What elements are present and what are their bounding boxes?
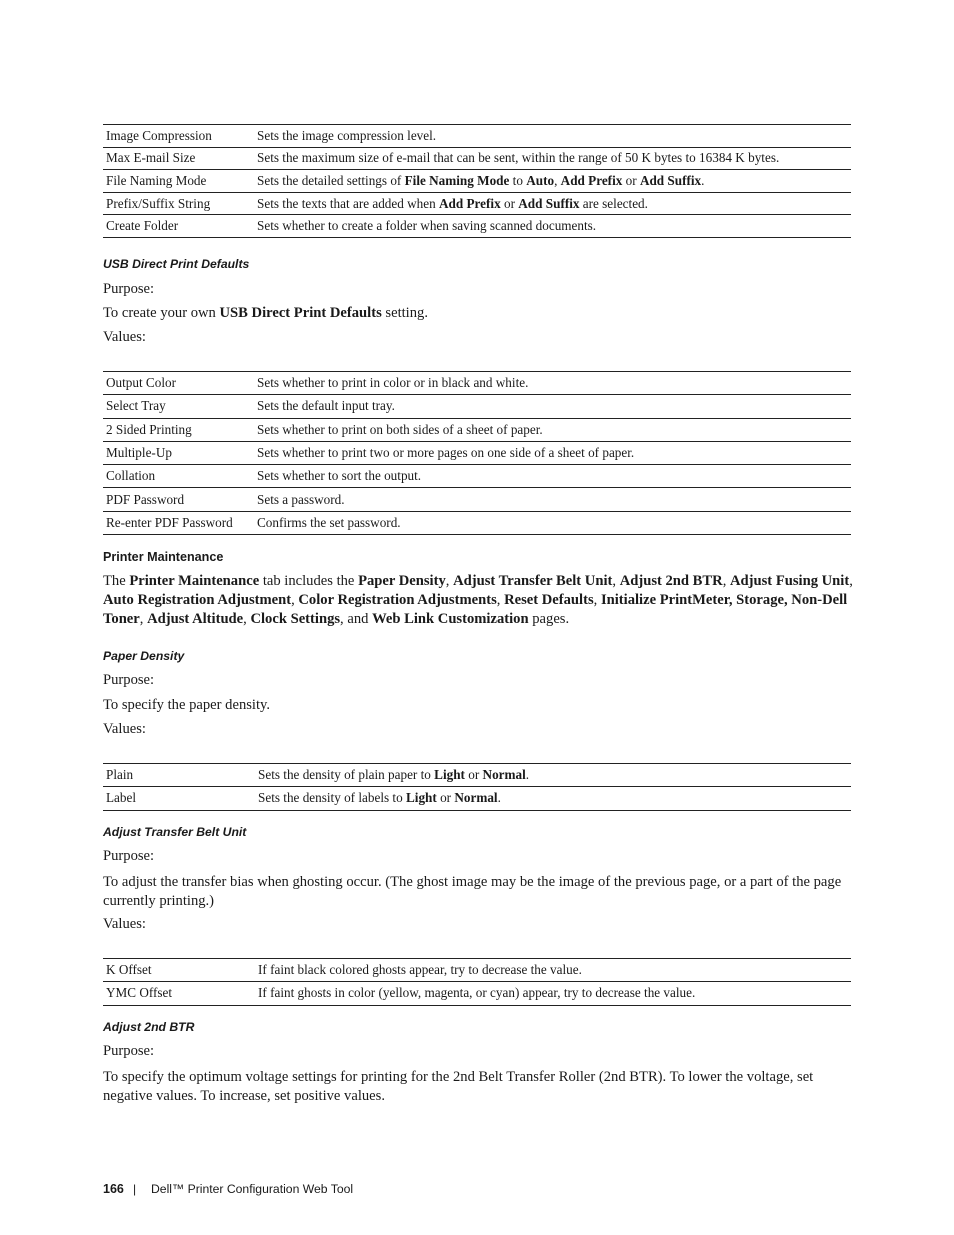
purpose-label: Purpose:	[103, 281, 155, 297]
usb-heading: USB Direct Print Defaults	[103, 257, 250, 271]
purpose-text: To adjust the transfer bias when ghosting occur. (The ghost image may be the image of the previous page, or a part of the page currently printing.)	[103, 874, 842, 909]
density-heading: Paper Density	[103, 649, 185, 663]
table-row: Label Sets the density of labels to Light or Normal.	[103, 787, 851, 810]
table-row: Max E-mail Size Sets the maximum size of e-mail that can be sent, within the range of 50 K bytes to 16384 K bytes.	[103, 148, 851, 171]
table-row: Create Folder Sets whether to create a folder when saving scanned documents.	[103, 215, 851, 238]
values-label: Values:	[103, 329, 146, 345]
footer-title: Dell™ Printer Configuration Web Tool	[151, 1182, 354, 1196]
table-row: Multiple-Up Sets whether to print two or more pages on one side of a sheet of paper.	[103, 442, 851, 465]
table-row: Re-enter PDF Password Confirms the set password.	[103, 512, 851, 535]
table-row: Select Tray Sets the default input tray.	[103, 395, 851, 418]
purpose-text: To create your own USB Direct Print Defaults setting.	[103, 305, 428, 321]
maintenance-heading: Printer Maintenance	[103, 550, 224, 564]
email-settings-table	[103, 124, 851, 238]
table-row: 2 Sided Printing Sets whether to print on both sides of a sheet of paper.	[103, 419, 851, 442]
table-row: Plain Sets the density of plain paper to Light or Normal.	[103, 764, 851, 787]
table-row: Image Compression Sets the image compression level.	[103, 125, 851, 148]
maintenance-paragraph: The Printer Maintenance tab includes the Paper Density, Adjust Transfer Belt Unit, Adjust 2nd BTR, Adjust Fusing Unit, Auto Registration Adjustment, Color Registration Adjustments, Reset Defaults, Initialize PrintMeter, Storage, Non-Dell Toner, Adjust Altitude, Clock Settings, and Web Link Customization pages.	[103, 573, 853, 627]
values-label: Values:	[103, 916, 146, 932]
purpose-label: Purpose:	[103, 1043, 155, 1059]
table-row: YMC Offset If faint ghosts in color (yellow, magenta, or cyan) appear, try to decrease the value.	[103, 982, 851, 1005]
purpose-text: To specify the paper density.	[103, 697, 271, 713]
table-row: K Offset If faint black colored ghosts appear, try to decrease the value.	[103, 959, 851, 982]
values-label: Values:	[103, 721, 146, 737]
belt-values-table	[103, 958, 851, 1006]
btr-heading: Adjust 2nd BTR	[103, 1020, 195, 1034]
table-row: Output Color Sets whether to print in color or in black and white.	[103, 372, 851, 395]
purpose-text: To specify the optimum voltage settings for printing for the 2nd Belt Transfer Roller (2nd BTR). To lower the voltage, set negative values. To increase, set positive values.	[103, 1069, 814, 1104]
purpose-label: Purpose:	[103, 672, 155, 688]
usb-values-table	[103, 371, 851, 535]
purpose-label: Purpose:	[103, 848, 155, 864]
density-values-table	[103, 763, 851, 811]
belt-heading: Adjust Transfer Belt Unit	[103, 825, 247, 839]
table-row: File Naming Mode Sets the detailed settings of File Naming Mode to Auto, Add Prefix or Add Suffix.	[103, 170, 851, 193]
page-number: 166	[103, 1182, 124, 1196]
footer-separator: |	[133, 1182, 137, 1196]
table-row: PDF Password Sets a password.	[103, 488, 851, 511]
table-row: Prefix/Suffix String Sets the texts that are added when Add Prefix or Add Suffix are selected.	[103, 193, 851, 216]
table-row: Collation Sets whether to sort the output.	[103, 465, 851, 488]
